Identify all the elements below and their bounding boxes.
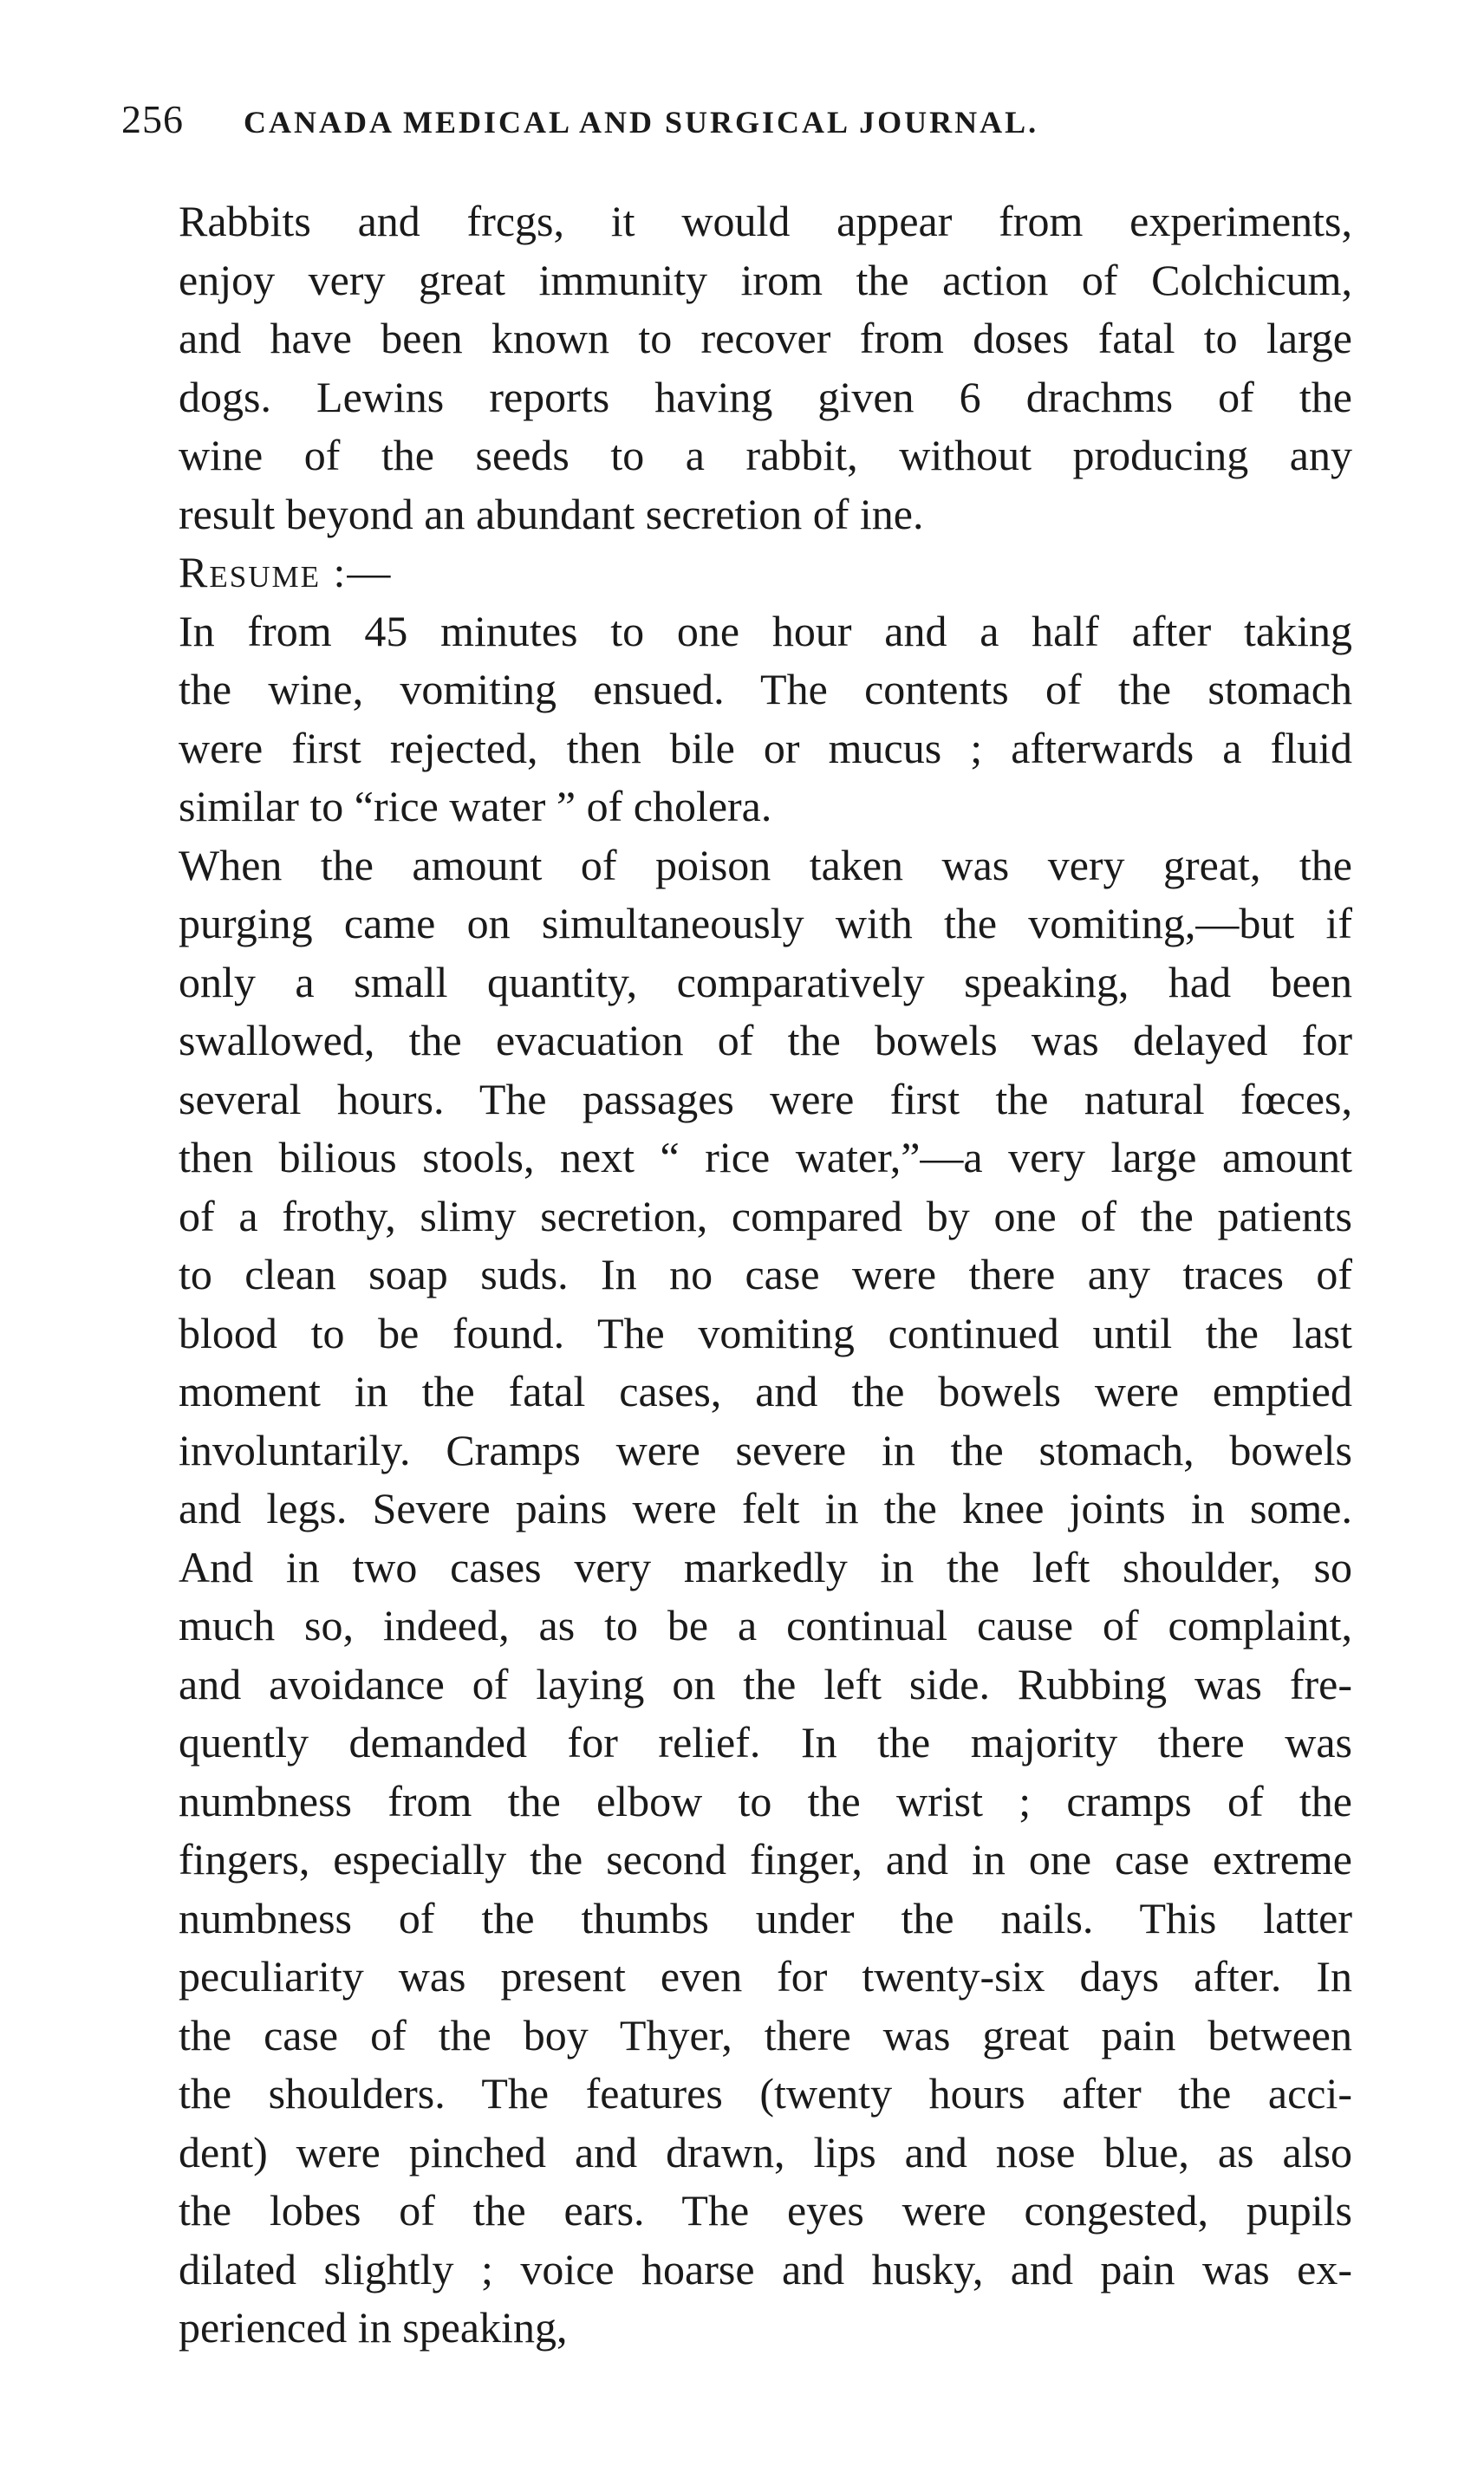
text-line: wine of the seeds to a rabbit, without producing any: [179, 431, 1352, 479]
text-line: In from 45 minutes to one hour and a half after taking: [179, 606, 1352, 655]
text-line: much so, indeed, as to be a continual cause of complaint,: [179, 1601, 1352, 1649]
text-line: only a small quantity, comparatively speaking, had been: [179, 957, 1352, 1006]
text-line: swallowed, the evacuation of the bowels was delayed for: [179, 1016, 1352, 1064]
text-line: dent) were pinched and drawn, lips and nose blue, as also: [179, 2127, 1352, 2176]
text-line: then bilious stools, next “ rice water,”—a very large amount: [179, 1133, 1352, 1181]
text-line: perienced in speaking,: [179, 2303, 568, 2352]
text-line: fingers, especially the second finger, and in one case extreme: [179, 1835, 1352, 1884]
text-line: the lobes of the ears. The eyes were congested, pupils: [179, 2186, 1352, 2235]
text-line: blood to be found. The vomiting continued until the last: [179, 1308, 1352, 1357]
text-line: dilated slightly ; voice hoarse and husky, and pain was ex-: [179, 2244, 1352, 2294]
text-line: several hours. The passages were first the natural fœces,: [179, 1074, 1352, 1123]
text-line: Rabbits and frcgs, it would appear from experiments,: [179, 197, 1352, 245]
paragraph-vomiting: [121, 602, 1352, 836]
text-line: result beyond an abundant secretion of ine.: [179, 489, 924, 538]
text-line: the case of the boy Thyer, there was great pain between: [179, 2010, 1352, 2059]
text-line: enjoy very great immunity irom the action of Colchicum,: [179, 255, 1352, 304]
paragraph-rabbits: [121, 192, 1352, 543]
paragraph-symptoms: [121, 836, 1352, 2358]
text-line: involuntarily. Cramps were severe in the stomach, bowels: [179, 1425, 1352, 1474]
text-line: the shoulders. The features (twenty hours after the acci-: [179, 2069, 1352, 2118]
text-line: to clean soap suds. In no case were there any traces of: [179, 1250, 1352, 1298]
text-line: And in two cases very markedly in the left shoulder, so: [179, 1542, 1352, 1591]
text-line: numbness from the elbow to the wrist ; cramps of the: [179, 1776, 1352, 1825]
text-line: of a frothy, slimy secretion, compared by one of the patients: [179, 1191, 1352, 1240]
page-number: 256: [121, 97, 184, 141]
text-line: quently demanded for relief. In the majority there was: [179, 1718, 1352, 1767]
text-line: the wine, vomiting ensued. The contents of the stomach: [179, 665, 1352, 713]
text-line: purging came on simultaneously with the vomiting,—but if: [179, 899, 1352, 947]
page-header: [121, 94, 1352, 146]
text-line: similar to “rice water ” of cholera.: [179, 782, 772, 830]
text-line: peculiarity was present even for twenty-six days after. In: [179, 1952, 1352, 2001]
text-line: numbness of the thumbs under the nails. This latter: [179, 1893, 1352, 1942]
text-line: and have been known to recover from doses fatal to large: [179, 314, 1352, 362]
body-text: [121, 192, 1352, 2358]
text-line: dogs. Lewins reports having given 6 drachms of the: [179, 372, 1352, 421]
text-line: and legs. Severe pains were felt in the knee joints in some.: [179, 1484, 1352, 1532]
running-title: CANADA MEDICAL AND SURGICAL JOURNAL.: [244, 105, 1039, 140]
text-line: moment in the fatal cases, and the bowels were emptied: [179, 1367, 1352, 1415]
text-line: and avoidance of laying on the left side. Rubbing was fre-: [179, 1659, 1352, 1708]
text-line: When the amount of poison taken was very great, the: [179, 840, 1352, 889]
text-line: were first rejected, then bile or mucus ; afterwards a fluid: [179, 723, 1352, 772]
resume-heading: Resume :—: [179, 548, 393, 596]
